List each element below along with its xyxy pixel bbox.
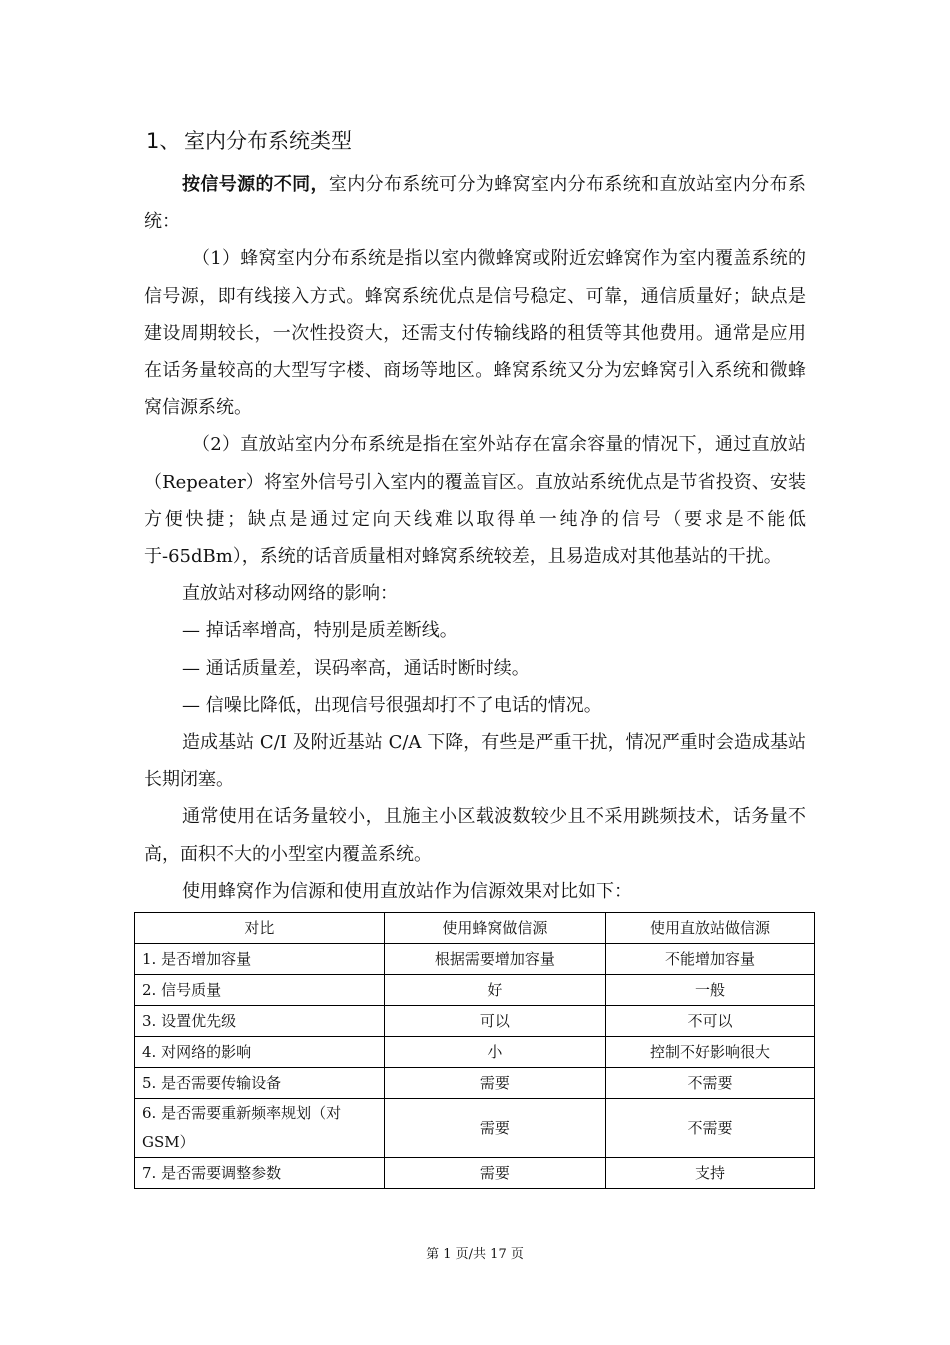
table-row — [135, 1158, 815, 1189]
table-row — [135, 944, 815, 975]
table-cell: 不需要 — [605, 1099, 814, 1158]
intro-paragraph — [144, 166, 806, 240]
table-header-cell: 使用蜂窝做信源 — [384, 913, 605, 944]
table-row — [135, 975, 815, 1006]
section-number: 1、 — [146, 129, 181, 153]
table-cell: 根据需要增加容量 — [384, 944, 605, 975]
table-cell: 3. 设置优先级 — [135, 1006, 385, 1037]
table-cell: 不可以 — [605, 1006, 814, 1037]
table-header-cell: 对比 — [135, 913, 385, 944]
comparison-table-wrapper — [134, 912, 815, 1189]
impact-item-3: — 信噪比降低，出现信号很强却打不了电话的情况。 — [182, 694, 602, 716]
table-cell: 需要 — [384, 1158, 605, 1189]
paragraph-interference: 造成基站 C/I 及附近基站 C/A 下降，有些是严重干扰，情况严重时会造成基站长期闭塞。 — [144, 732, 806, 791]
section-heading — [146, 126, 352, 156]
table-header-row — [135, 913, 815, 944]
table-cell: 1. 是否增加容量 — [135, 944, 385, 975]
table-cell: 2. 信号质量 — [135, 975, 385, 1006]
table-row — [135, 1099, 815, 1158]
intro-rest-text: 室内分布系统可分为蜂窝室内分布系统和直放站室内分布系统： — [144, 174, 807, 233]
table-cell: 一般 — [605, 975, 814, 1006]
paragraph-cellular: （1）蜂窝室内分布系统是指以室内微蜂窝或附近宏蜂窝作为室内覆盖系统的信号源，即有线接入方式。蜂窝系统优点是信号稳定、可靠，通信质量好；缺点是建设周期较长，一次性投资大，还需支付传输线路的租赁等其他费用。通常是应用在话务量较高的大型写字楼、商场等地区。蜂窝系统又分为宏蜂窝引入系统和微蜂窝信源系统。 — [144, 248, 806, 419]
table-cell: 4. 对网络的影响 — [135, 1037, 385, 1068]
body-text — [144, 166, 806, 910]
table-cell: 需要 — [384, 1099, 605, 1158]
table-row — [135, 1006, 815, 1037]
table-cell: 7. 是否需要调整参数 — [135, 1158, 385, 1189]
table-cell: 可以 — [384, 1006, 605, 1037]
table-header-cell: 使用直放站做信源 — [605, 913, 814, 944]
page-footer: 第 1 页/共 17 页 — [426, 1247, 524, 1262]
table-cell: 需要 — [384, 1068, 605, 1099]
table-cell: 控制不好影响很大 — [605, 1037, 814, 1068]
table-cell: 不能增加容量 — [605, 944, 814, 975]
impact-item-2: — 通话质量差，误码率高，通话时断时续。 — [182, 657, 530, 679]
paragraph-table-intro: 使用蜂窝作为信源和使用直放站作为信源效果对比如下： — [182, 880, 632, 902]
intro-bold-text: 按信号源的不同， — [182, 174, 329, 195]
paragraph-impact-intro: 直放站对移动网络的影响： — [182, 583, 398, 605]
table-cell: 支持 — [605, 1158, 814, 1189]
table-cell: 6. 是否需要重新频率规划（对 GSM） — [135, 1099, 385, 1158]
paragraph-repeater: （2）直放站室内分布系统是指在室外站存在富余容量的情况下，通过直放站（Repeater）将室外信号引入室内的覆盖盲区。直放站系统优点是节省投资、安装方便快捷；缺点是通过定向天线难以取得单一纯净的信号（要求是不能低于-65dBm），系统的话音质量相对蜂窝系统较差，且易造成对其他基站的干扰。 — [144, 434, 806, 568]
table-cell: 小 — [384, 1037, 605, 1068]
table-row — [135, 1037, 815, 1068]
table-row — [135, 1068, 815, 1099]
paragraph-usage: 通常使用在话务量较小，且施主小区载波数较少且不采用跳频技术，话务量不高，面积不大的小型室内覆盖系统。 — [144, 806, 806, 865]
table-cell: 5. 是否需要传输设备 — [135, 1068, 385, 1099]
table-cell: 不需要 — [605, 1068, 814, 1099]
table-cell: 好 — [384, 975, 605, 1006]
comparison-table — [134, 912, 815, 1189]
section-title: 室内分布系统类型 — [184, 129, 352, 153]
impact-item-1: — 掉话率增高，特别是质差断线。 — [182, 620, 458, 642]
